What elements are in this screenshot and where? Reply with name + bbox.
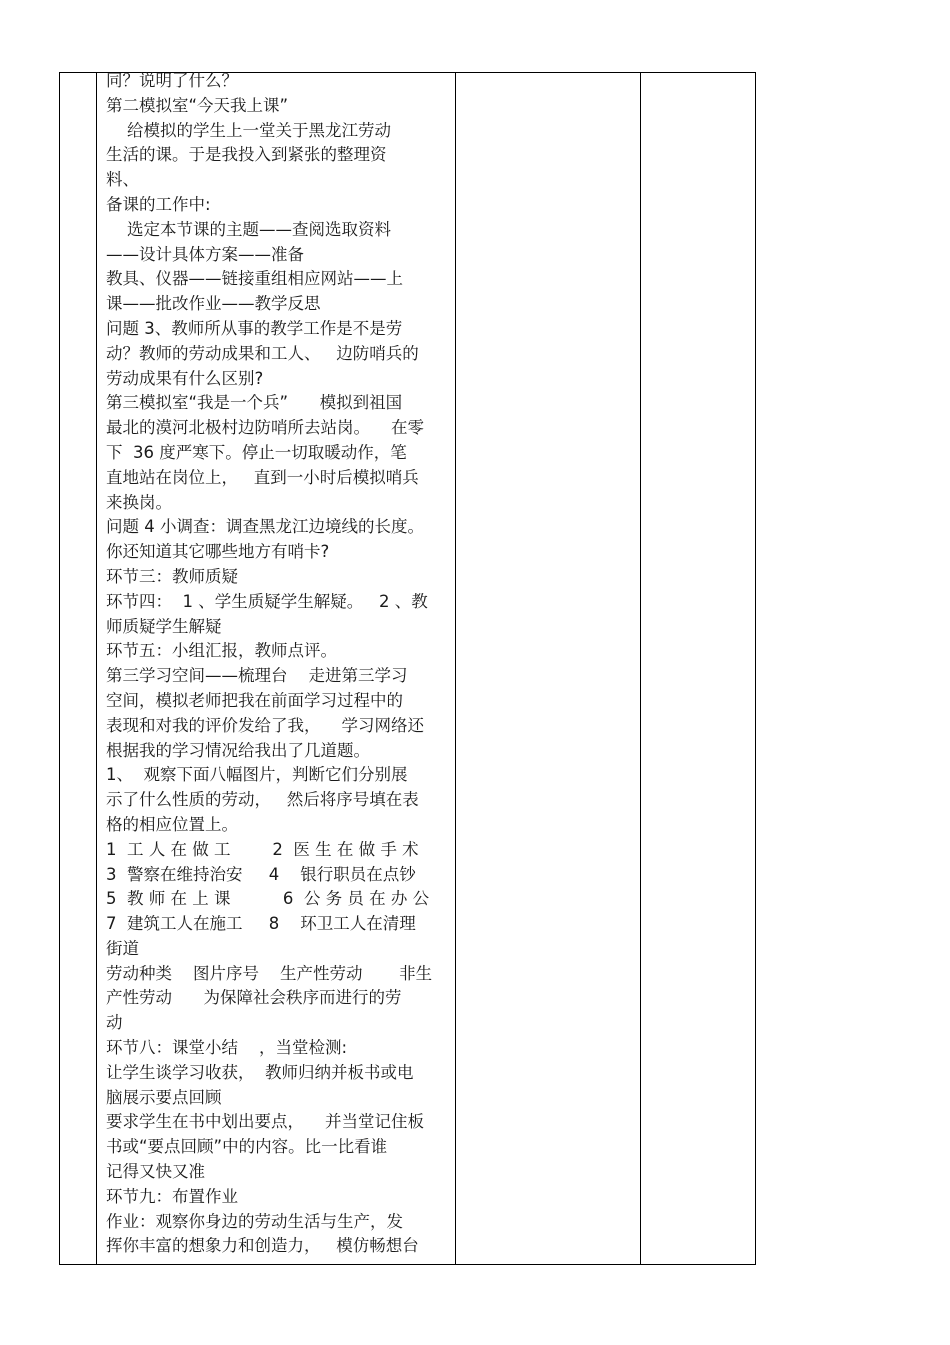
text-line: 根据我的学习情况给我出了几道题。	[106, 740, 370, 760]
text-line: 5 教 师 在 上 课 6 公 务 员 在 办 公	[106, 889, 430, 909]
text-line: 问题 4 小调查：调查黑龙江边境线的长度。	[106, 517, 424, 537]
text-line: 问题 3、教师所从事的教学工作是不是劳	[106, 318, 403, 338]
text-line: 师质疑学生解疑	[106, 616, 222, 636]
text-line: 让学生谈学习收获， 教师归纳并板书或电	[106, 1062, 414, 1082]
text-line: 街道	[106, 938, 139, 958]
text-line: 第三模拟室“我是一个兵” 模拟到祖国	[106, 393, 403, 413]
text-line: 要求学生在书中划出要点， 并当堂记住板	[106, 1112, 424, 1132]
text-line: 备课的工作中:	[106, 194, 211, 214]
column-divider-3	[640, 72, 641, 1265]
text-line: 教具、仪器——链接重组相应网站——上	[106, 269, 403, 289]
text-line: 空间，模拟老师把我在前面学习过程中的	[106, 690, 403, 710]
column-divider-2	[455, 72, 456, 1265]
text-line: 格的相应位置上。	[106, 814, 238, 834]
text-line: 书或“要点回顾”中的内容。比一比看谁	[106, 1137, 388, 1157]
text-line: 示了什么性质的劳动， 然后将序号填在表	[106, 790, 419, 810]
text-line: 作业：观察你身边的劳动生活与生产，发	[106, 1211, 403, 1231]
text-line: 课——批改作业——教学反思	[106, 294, 321, 314]
text-line: 劳动成果有什么区别?	[106, 368, 264, 388]
text-line: 直地站在岗位上， 直到一小时后模拟哨兵	[106, 467, 419, 487]
text-line: 选定本节课的主题——查阅选取资料	[106, 219, 391, 239]
text-line: 料、	[106, 170, 139, 190]
text-line: 动	[106, 1013, 123, 1033]
text-line: 环节九：布置作业	[106, 1186, 238, 1206]
text-line: 3 警察在维持治安 4 银行职员在点钞	[106, 864, 416, 884]
text-line: 给模拟的学生上一堂关于黑龙江劳动	[106, 120, 391, 140]
text-line: 1 工 人 在 做 工 2 医 生 在 做 手 术	[106, 839, 419, 859]
text-line: 最北的漠河北极村边防哨所去站岗。 在零	[106, 418, 424, 438]
text-line: 环节五：小组汇报，教师点评。	[106, 641, 337, 661]
lesson-content-cell	[106, 69, 451, 1259]
text-line: 同？说明了什么？	[106, 71, 238, 90]
text-line: 生活的课。于是我投入到紧张的整理资	[106, 145, 387, 165]
text-line: 动？教师的劳动成果和工人、 边防哨兵的	[106, 343, 419, 363]
text-line: 你还知道其它哪些地方有哨卡?	[106, 542, 330, 562]
text-line: 来换岗。	[106, 492, 172, 512]
text-line: 环节八：课堂小结 ，当堂检测:	[106, 1038, 348, 1058]
text-line: 7 建筑工人在施工 8 环卫工人在清理	[106, 914, 416, 934]
text-line: 环节四： 1 、学生质疑学生解疑。 2 、教	[106, 591, 428, 611]
text-line: 环节三：教师质疑	[106, 566, 238, 586]
text-line: 劳动种类 图片序号 生产性劳动 非生	[106, 963, 433, 983]
text-line: 产性劳动 为保障社会秩序而进行的劳	[106, 988, 402, 1008]
text-line: 脑展示要点回顾	[106, 1087, 222, 1107]
text-line: 第二模拟室“今天我上课”	[106, 95, 289, 115]
text-line: 1、 观察下面八幅图片，判断它们分别展	[106, 765, 408, 785]
text-line: 记得又快又准	[106, 1162, 205, 1182]
text-line: ——设计具体方案——准备	[106, 244, 304, 264]
text-line: 挥你丰富的想象力和创造力， 模仿畅想台	[106, 1236, 419, 1256]
text-line: 下 36 度严寒下。停止一切取暖动作，笔	[106, 442, 407, 462]
text-line: 第三学习空间——梳理台 走进第三学习	[106, 666, 408, 686]
text-line: 表现和对我的评价发给了我， 学习网络还	[106, 715, 424, 735]
column-divider-1	[96, 72, 97, 1265]
